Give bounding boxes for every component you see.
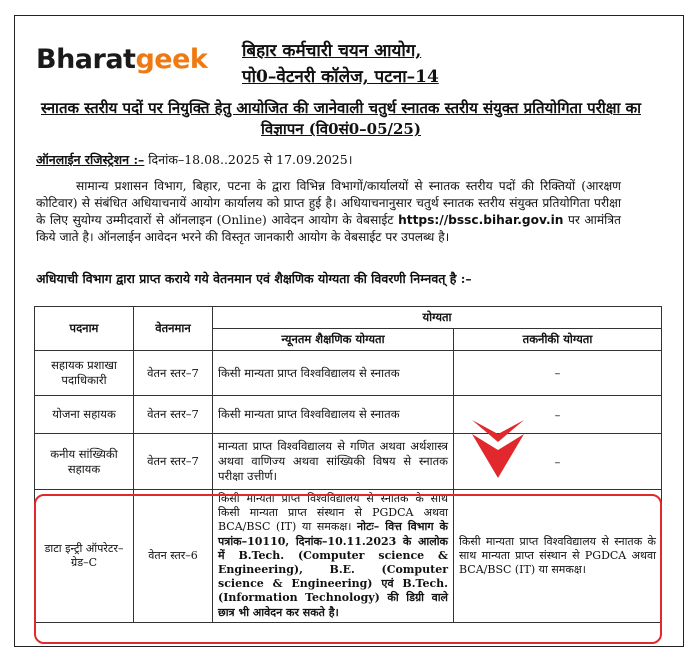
registration-dates: दिनांक–18.08..2025 से 17.09.2025। <box>148 152 353 167</box>
table-row: योजना सहायक वेतन स्तर–7 किसी मान्यता प्राप्त विश्वविद्यालय से स्नातक – <box>35 396 662 434</box>
header-tech: तकनीकी योग्यता <box>454 329 662 351</box>
commission-name: बिहार कर्मचारी चयन आयोग, <box>242 41 422 61</box>
advertisement-title: स्नातक स्तरीय पदों पर नियुक्ति हेतु आयोजित की जानेवाली चतुर्थ स्नातक स्तरीय संयुक्त प्रतियोगिता परीक्षा का विज्ञापन (वि0सं0–05/25) <box>41 99 641 138</box>
highlight-box <box>34 494 662 644</box>
table-row: कनीय सांख्यिकी सहायक वेतन स्तर–7 मान्यता प्राप्त विश्वविद्यालय से गणित अथवा अर्थशास्त्र अथवा वाणिज्य अथवा सांख्यिकी विषय से स्नातक परीक्षा उत्तीर्ण। – <box>35 434 662 490</box>
header-min-edu: न्यूनतम शैक्षणिक योग्यता <box>213 329 454 351</box>
header-post: पदनाम <box>35 307 134 351</box>
intro-paragraph: सामान्य प्रशासन विभाग, बिहार, पटना के द्वारा विभिन्न विभागों/कार्यालयों से स्नातक स्तरीय पदों की रिक्तियों (आरक्षण कोटिवार) से संबंधित अधियाचनायें आयोग कार्यालय को प्राप्त हुई है। अधियाचनानुसार चतुर्थ स्नातक स्तरीय संयुक्त प्रतियोगिता परीक्षा के लिए सुयोग्य उम्मीदवारों से ऑनलाइन (Online) आवेदन आयोग के वेबसाईट https://bssc.bihar.gov.in पर आमंत्रित किये जाते है। ऑनलाईन आवेदन भरने की विस्तृत जानकारी आयोग के वेबसाईट पर उपलब्ध है। <box>36 179 622 244</box>
commission-address: पो0–वेटनरी कॉलेज, पटना–14 <box>242 67 439 87</box>
website-link[interactable]: https://bssc.bihar.gov.in <box>398 213 564 227</box>
table-row: सहायक प्रशाखा पदाधिकारी वेतन स्तर–7 किसी मान्यता प्राप्त विश्वविद्यालय से स्नातक – <box>35 351 662 396</box>
registration-label: ऑनलाईन रजिस्ट्रेशन :– <box>36 152 145 167</box>
header-pay: वेतनमान <box>134 307 213 351</box>
header-qualification: योग्यता <box>213 307 662 329</box>
table-intro: अधियाची विभाग द्वारा प्राप्त कराये गये वेतनमान एवं शैक्षणिक योग्यता की विवरणी निम्नवत् है :– <box>36 271 472 286</box>
chevron-down-icon <box>472 420 524 478</box>
registration-line <box>36 151 352 168</box>
finance-note: नोटः– वित्त विभाग के पत्रांक–10110, दिनांक–10.11.2023 के आलोक में B.Tech. (Computer science & Engineering), B.E. (Computer science & Engineering) एवं B.Tech. (Information Technology) की डिग्री वाले छात्र भी आवेदन कर सकते है। <box>218 520 448 619</box>
table-row-data-entry-operator: डाटा इन्ट्री ऑपरेटर–ग्रेड–C वेतन स्तर–6 किसी मान्यता प्राप्त विश्वविद्यालय से स्नातक के साथ किसी मान्यता प्राप्त संस्थान से PGDCA अथवा BCA/BSC (IT) या समकक्ष। नोटः– वित्त विभाग के पत्रांक–10110, दिनांक–10.11.2023 के आलोक में B.Tech. (Computer science & Engineering), B.E. (Computer science & Engineering) एवं B.Tech. (Information Technology) की डिग्री वाले छात्र भी आवेदन कर सकते है। किसी मान्यता प्राप्त विश्वविद्यालय से स्नातक के साथ मान्यता प्राप्त संस्थान से PGDCA अथवा BCA/BSC (IT) या समकक्ष। <box>35 490 662 623</box>
bharatgeek-logo: Bharatgeek <box>36 44 208 75</box>
